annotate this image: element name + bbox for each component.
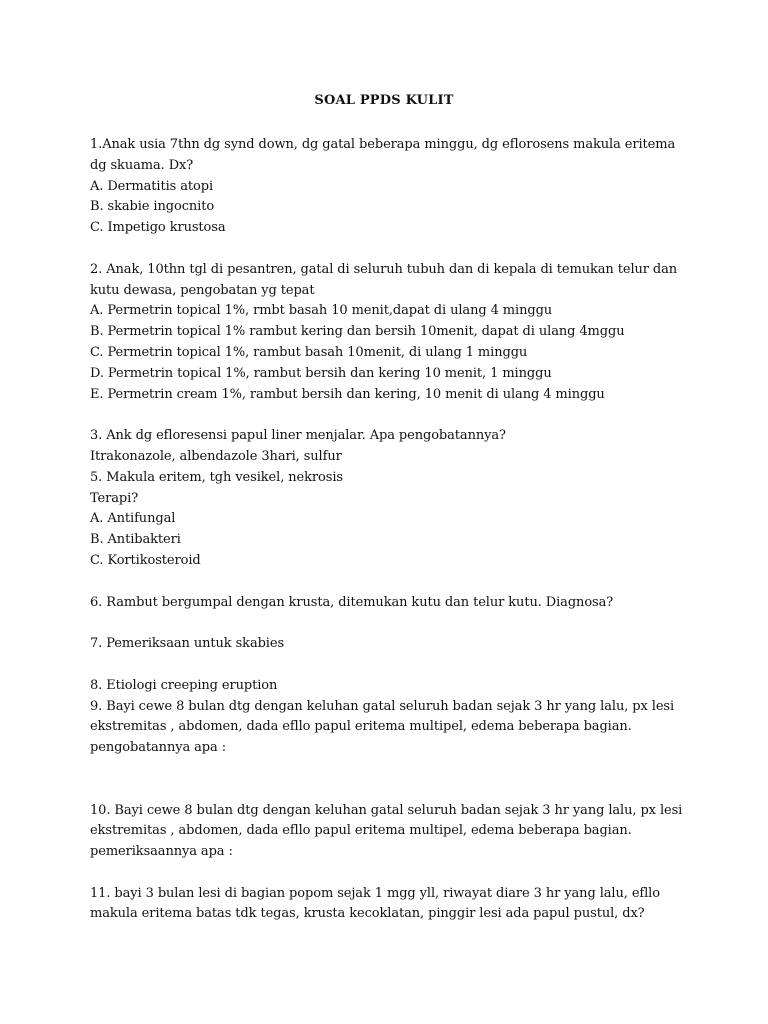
question-text: 1.Anak usia 7thn dg synd down, dg gatal beberapa minggu, dg eflorosens makula eritema — [90, 137, 676, 152]
question-text: ekstremitas , abdomen, dada efllo papul eritema multipel, edema beberapa bagian. — [90, 719, 632, 735]
question-text: pemeriksaannya apa : — [90, 844, 233, 860]
question-7 — [90, 634, 680, 655]
question-text: dg skuama. Dx? — [90, 157, 194, 173]
answer-option: E. Permetrin cream 1%, rambut bersih dan kering, 10 menit di ulang 4 minggu — [90, 386, 605, 402]
question-text: 3. Ank dg efloresensi papul liner menjalar. Apa pengobatannya? — [90, 428, 506, 444]
answer-option: A. Antifungal — [90, 511, 176, 527]
answer-option: B. skabie ingocnito — [90, 199, 215, 215]
question-text: 5. Makula eritem, tgh vesikel, nekrosis — [90, 469, 343, 485]
question-text: 7. Pemeriksaan untuk skabies — [90, 636, 285, 652]
question-text: kutu dewasa, pengobatan yg tepat — [90, 282, 315, 298]
question-text: makula eritema batas tdk tegas, krusta kecoklatan, pinggir lesi ada papul pustul, dx? — [90, 906, 645, 922]
answer-option: C. Kortikosteroid — [90, 552, 201, 568]
question-text: Terapi? — [90, 490, 139, 506]
answer-option: D. Permetrin topical 1%, rambut bersih dan kering 10 menit, 1 minggu — [90, 365, 552, 381]
question-list — [90, 135, 683, 925]
question-11 — [90, 884, 680, 926]
answer-text: Itrakonazole, albendazole 3hari, sulfur — [90, 448, 342, 464]
question-3 — [90, 426, 680, 572]
question-text: 2. Anak, 10thn tgl di pesantren, gatal di seluruh tubuh dan di kepala di temukan telur dan — [90, 261, 678, 277]
question-text: 11. bayi 3 bulan lesi di bagian popom sejak 1 mgg yll, riwayat diare 3 hr yang lalu, efllo — [90, 885, 660, 901]
question-text: pengobatannya apa : — [90, 740, 226, 756]
question-text: 8. Etiologi creeping eruption — [90, 677, 278, 693]
answer-option: A. Dermatitis atopi — [90, 178, 214, 194]
question-6 — [90, 593, 680, 614]
page-title: SOAL PPDS KULIT — [314, 93, 454, 108]
question-8 — [90, 676, 680, 759]
question-10 — [90, 801, 683, 863]
answer-option: A. Permetrin topical 1%, rmbt basah 10 menit,dapat di ulang 4 minggu — [90, 303, 553, 319]
answer-option: C. Impetigo krustosa — [90, 220, 226, 236]
question-1 — [90, 135, 680, 239]
answer-option: C. Permetrin topical 1%, rambut basah 10menit, di ulang 1 minggu — [90, 344, 528, 360]
question-text: ekstremitas , abdomen, dada efllo papul eritema multipel, edema beberapa bagian. — [90, 823, 632, 839]
question-text: 9. Bayi cewe 8 bulan dtg dengan keluhan gatal seluruh badan sejak 3 hr yang lalu, px lesi — [90, 698, 675, 714]
question-2 — [90, 260, 680, 406]
answer-option: B. Permetrin topical 1% rambut kering dan bersih 10menit, dapat di ulang 4mggu — [90, 324, 625, 340]
answer-option: B. Antibakteri — [90, 532, 181, 548]
question-text: 6. Rambut bergumpal dengan krusta, ditemukan kutu dan telur kutu. Diagnosa? — [90, 594, 614, 610]
question-text: 10. Bayi cewe 8 bulan dtg dengan keluhan gatal seluruh badan sejak 3 hr yang lalu, px lesi — [90, 802, 683, 818]
